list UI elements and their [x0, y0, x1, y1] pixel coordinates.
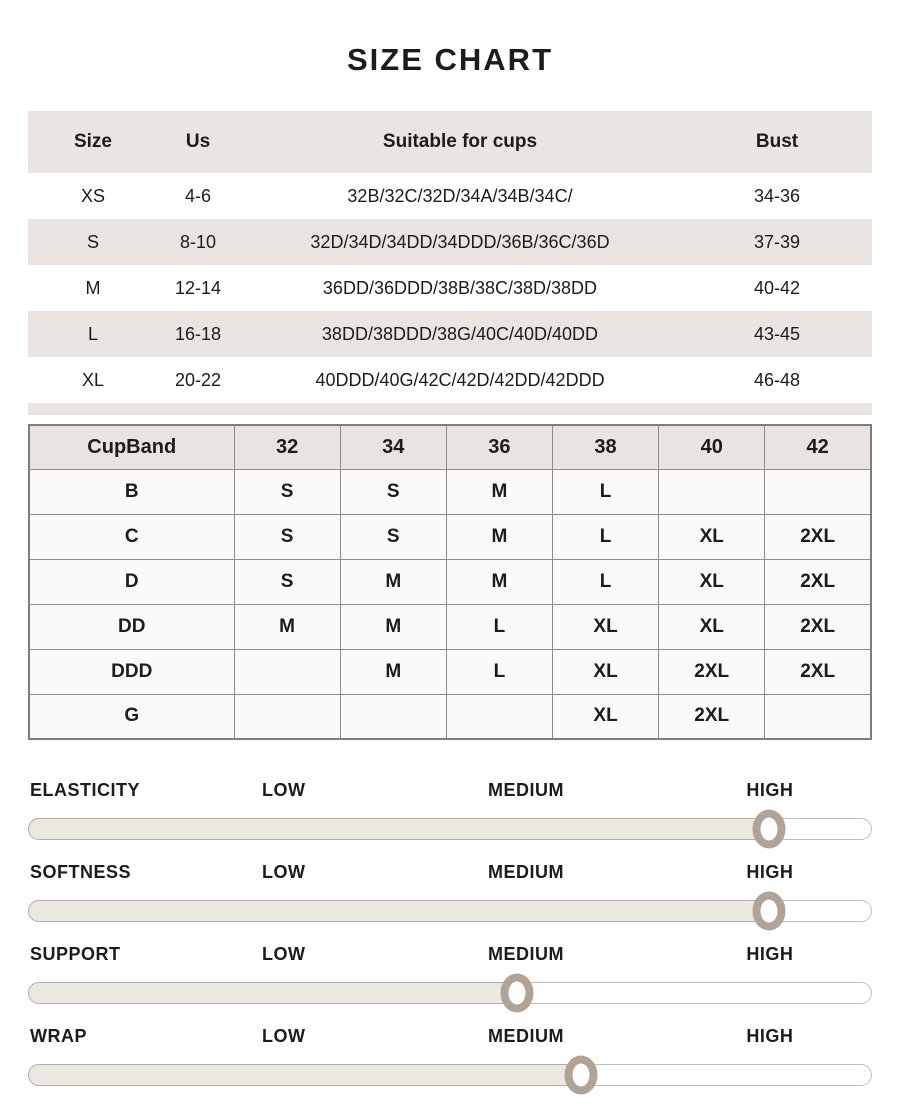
cupband-cell — [765, 469, 871, 514]
cup-row-d — [29, 559, 871, 604]
scale-label-medium: MEDIUM — [487, 780, 564, 800]
scale-label-high: HIGH — [746, 944, 794, 964]
slider-fill — [28, 900, 768, 922]
page-title: SIZE CHART — [347, 42, 553, 77]
cupband-cell: XL — [659, 604, 765, 649]
cup-label-cell: G — [29, 694, 234, 739]
us-cell: 8-10 — [179, 231, 217, 252]
cupband-cell: 2XL — [765, 604, 871, 649]
cupband-cell: L — [446, 649, 552, 694]
attributes-section — [28, 780, 872, 1086]
attribute-label: WRAP — [30, 1026, 87, 1046]
cupband-cell — [446, 694, 552, 739]
size-cell: L — [87, 323, 98, 344]
softness-slider-track[interactable] — [28, 900, 872, 922]
size-table-header-row — [28, 111, 872, 173]
cupband-cell: S — [234, 514, 340, 559]
size-cell: XL — [81, 369, 105, 390]
band-header-cell: 32 — [234, 425, 340, 469]
us-cell: 20-22 — [174, 369, 222, 390]
cupband-cell: L — [552, 514, 658, 559]
band-header-cell: 38 — [552, 425, 658, 469]
cupband-cell — [234, 649, 340, 694]
cupband-cell: L — [552, 469, 658, 514]
wrap-slider-handle[interactable] — [564, 1056, 597, 1095]
size-cell: XS — [80, 185, 105, 206]
size-row-xs — [28, 173, 872, 219]
cupband-cell: M — [446, 514, 552, 559]
softness-slider-handle[interactable] — [753, 892, 786, 931]
scale-label-low: LOW — [261, 944, 306, 964]
band-header-cell: 40 — [659, 425, 765, 469]
size-cell: S — [86, 231, 99, 252]
cupband-cell: M — [340, 604, 446, 649]
slider-fill — [28, 818, 768, 840]
cupband-cell: M — [234, 604, 340, 649]
cups-cell: 32B/32C/32D/34A/34B/34C/ — [347, 185, 573, 206]
scale-label-medium: MEDIUM — [487, 944, 564, 964]
cupband-cell: M — [340, 559, 446, 604]
attribute-label: SUPPORT — [30, 944, 121, 964]
cupband-cell: M — [446, 559, 552, 604]
cupband-cell: S — [340, 514, 446, 559]
cupband-cell: S — [340, 469, 446, 514]
cup-row-c — [29, 514, 871, 559]
cupband-cell: S — [234, 559, 340, 604]
scale-label-high: HIGH — [746, 1026, 794, 1046]
cupband-cell: XL — [552, 604, 658, 649]
cupband-cell: XL — [659, 514, 765, 559]
cup-row-g — [29, 694, 871, 739]
cupband-cell — [340, 694, 446, 739]
attribute-wrap — [28, 1026, 872, 1086]
cupband-cell — [659, 469, 765, 514]
cup-label-cell: DDD — [29, 649, 234, 694]
size-row-m — [28, 265, 872, 311]
elasticity-slider-handle[interactable] — [753, 810, 786, 849]
attribute-label: ELASTICITY — [30, 780, 141, 800]
attribute-support — [28, 944, 872, 1004]
size-table — [28, 111, 872, 403]
scale-label-low: LOW — [261, 1026, 306, 1046]
cups-cell: 38DD/38DDD/38G/40C/40D/40DD — [321, 323, 599, 344]
cupband-cell: 2XL — [765, 514, 871, 559]
cupband-cell: XL — [552, 694, 658, 739]
attribute-labels-row — [28, 780, 872, 802]
header-cell-bust: Bust — [755, 131, 799, 152]
cup-label-cell: DD — [29, 604, 234, 649]
cup-label-cell: C — [29, 514, 234, 559]
cup-row-dd — [29, 604, 871, 649]
cupband-cell: 2XL — [765, 649, 871, 694]
us-cell: 4-6 — [184, 185, 211, 206]
cupband-cell: S — [234, 469, 340, 514]
attribute-labels-row — [28, 1026, 872, 1048]
support-slider-handle[interactable] — [501, 974, 534, 1013]
header-cell-us: Us — [185, 131, 211, 152]
header-cell-size: Size — [73, 131, 113, 152]
cups-cell: 40DDD/40G/42C/42D/42DD/42DDD — [315, 369, 605, 390]
cups-cell: 36DD/36DDD/38B/38C/38D/38DD — [322, 277, 598, 298]
cupband-cell: XL — [659, 559, 765, 604]
cupband-cell — [765, 694, 871, 739]
support-slider-track[interactable] — [28, 982, 872, 1004]
header-cell-cups: Suitable for cups — [382, 131, 538, 152]
bust-cell: 40-42 — [753, 277, 801, 298]
attribute-elasticity — [28, 780, 872, 840]
bust-cell: 46-48 — [753, 369, 801, 390]
size-row-xl — [28, 357, 872, 403]
cupband-corner-cell: CupBand — [29, 425, 234, 469]
attribute-label: SOFTNESS — [30, 862, 132, 882]
attribute-labels-row — [28, 944, 872, 966]
scale-label-high: HIGH — [746, 780, 794, 800]
cup-row-b — [29, 469, 871, 514]
separator-band — [28, 403, 872, 415]
cupband-table — [28, 424, 872, 740]
scale-label-medium: MEDIUM — [487, 862, 564, 882]
bust-cell: 34-36 — [753, 185, 801, 206]
us-cell: 12-14 — [174, 277, 222, 298]
band-header-cell: 36 — [446, 425, 552, 469]
band-header-cell: 34 — [340, 425, 446, 469]
cupband-cell: L — [446, 604, 552, 649]
cupband-cell: 2XL — [659, 694, 765, 739]
cups-cell: 32D/34D/34DD/34DDD/36B/36C/36D — [310, 231, 610, 252]
wrap-slider-track[interactable] — [28, 1064, 872, 1086]
cupband-header-row — [29, 425, 871, 469]
cupband-cell: 2XL — [659, 649, 765, 694]
bust-cell: 37-39 — [753, 231, 801, 252]
cupband-cell: XL — [552, 649, 658, 694]
elasticity-slider-track[interactable] — [28, 818, 872, 840]
cupband-cell: M — [446, 469, 552, 514]
band-header-cell: 42 — [765, 425, 871, 469]
cup-row-ddd — [29, 649, 871, 694]
attribute-labels-row — [28, 862, 872, 884]
cupband-cell: 2XL — [765, 559, 871, 604]
cupband-cell: L — [552, 559, 658, 604]
slider-fill — [28, 1064, 580, 1086]
cup-label-cell: B — [29, 469, 234, 514]
size-cell: M — [85, 277, 101, 298]
size-row-l — [28, 311, 872, 357]
scale-label-high: HIGH — [746, 862, 794, 882]
scale-label-low: LOW — [261, 862, 306, 882]
cupband-cell: M — [340, 649, 446, 694]
scale-label-low: LOW — [261, 780, 306, 800]
attribute-softness — [28, 862, 872, 922]
cup-label-cell: D — [29, 559, 234, 604]
slider-fill — [28, 982, 516, 1004]
cupband-cell — [234, 694, 340, 739]
bust-cell: 43-45 — [753, 323, 801, 344]
us-cell: 16-18 — [174, 323, 222, 344]
size-row-s — [28, 219, 872, 265]
scale-label-medium: MEDIUM — [487, 1026, 564, 1046]
